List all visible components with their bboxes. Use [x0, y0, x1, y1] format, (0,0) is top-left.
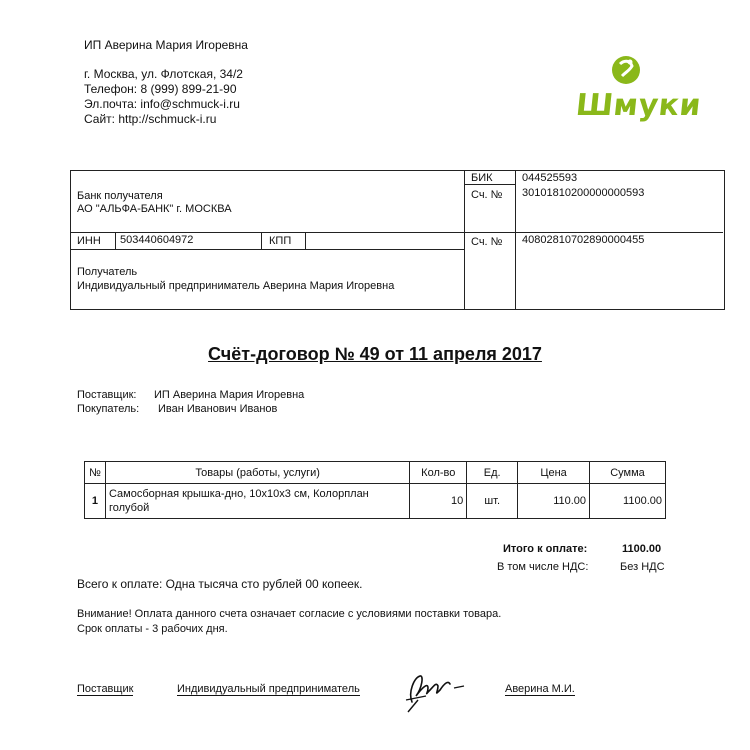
account-label: Сч. №	[471, 236, 503, 248]
col-header-num: №	[85, 462, 106, 484]
kpp-label: КПП	[269, 235, 292, 247]
payment-term: Срок оплаты - 3 рабочих дня.	[77, 623, 228, 635]
row-qty: 10	[410, 484, 467, 519]
supplier-label: Поставщик:	[77, 389, 137, 401]
inn-label: ИНН	[77, 235, 101, 247]
seller-name: ИП Аверина Мария Игоревна	[84, 38, 248, 52]
col-header-qty: Кол-во	[410, 462, 467, 484]
corr-account-value: 30101810200000000593	[522, 187, 645, 199]
bik-value: 044525593	[522, 172, 578, 184]
account-value: 40802810702890000455	[522, 234, 645, 246]
seller-email: Эл.почта: info@schmuck-i.ru	[84, 97, 240, 111]
seller-address: г. Москва, ул. Флотская, 34/2	[84, 67, 243, 81]
recipient-name: Индивидуальный предприниматель Аверина Мария Игоревна	[77, 280, 395, 292]
corr-account-label: Сч. №	[471, 189, 503, 201]
vat-value: Без НДС	[620, 561, 665, 573]
handwritten-signature-icon	[398, 666, 470, 714]
payment-notice: Внимание! Оплата данного счета означает согласие с условиями поставки товара.	[77, 608, 502, 620]
logo-wordmark: Шмуки	[574, 88, 703, 123]
row-price: 110.00	[518, 484, 590, 519]
vat-label: В том числе НДС:	[497, 561, 589, 573]
amount-in-words: Всего к оплате: Одна тысяча сто рублей 00 копеек.	[77, 577, 363, 591]
seller-phone: Телефон: 8 (999) 899-21-90	[84, 82, 237, 96]
signature-name: Аверина М.И.	[505, 683, 575, 695]
buyer-label: Покупатель:	[77, 403, 140, 415]
bank-name: АО "АЛЬФА-БАНК" г. МОСКВА	[77, 203, 232, 215]
seller-site: Сайт: http://schmuck-i.ru	[84, 112, 217, 126]
col-header-sum: Сумма	[590, 462, 666, 484]
company-logo	[560, 40, 703, 130]
bank-details-table	[70, 170, 725, 310]
items-table	[84, 461, 666, 519]
row-num: 1	[85, 484, 106, 519]
supplier-value: ИП Аверина Мария Игоревна	[154, 389, 305, 401]
invoice-title: Счёт-договор № 49 от 11 апреля 2017	[208, 344, 542, 364]
col-header-goods: Товары (работы, услуги)	[105, 462, 409, 484]
bank-label: Банк получателя	[77, 190, 163, 202]
inn-value: 503440604972	[120, 234, 194, 246]
row-goods: Самосборная крышка-дно, 10x10x3 см, Колорплан голубой	[105, 484, 409, 519]
recipient-label: Получатель	[77, 266, 138, 278]
row-sum: 1100.00	[590, 484, 666, 519]
total-value: 1100.00	[622, 543, 662, 555]
seller-header	[84, 38, 248, 127]
col-header-price: Цена	[518, 462, 590, 484]
buyer-value: Иван Иванович Иванов	[158, 403, 278, 415]
signature-role: Поставщик	[77, 683, 134, 695]
col-header-unit: Ед.	[467, 462, 518, 484]
logo-emblem-icon	[560, 40, 690, 90]
row-unit: шт.	[467, 484, 518, 519]
signature-position: Индивидуальный предприниматель	[177, 683, 360, 695]
bik-label: БИК	[471, 172, 493, 184]
table-row	[85, 484, 666, 519]
table-header-row	[85, 462, 666, 484]
total-label: Итого к оплате:	[503, 543, 588, 555]
